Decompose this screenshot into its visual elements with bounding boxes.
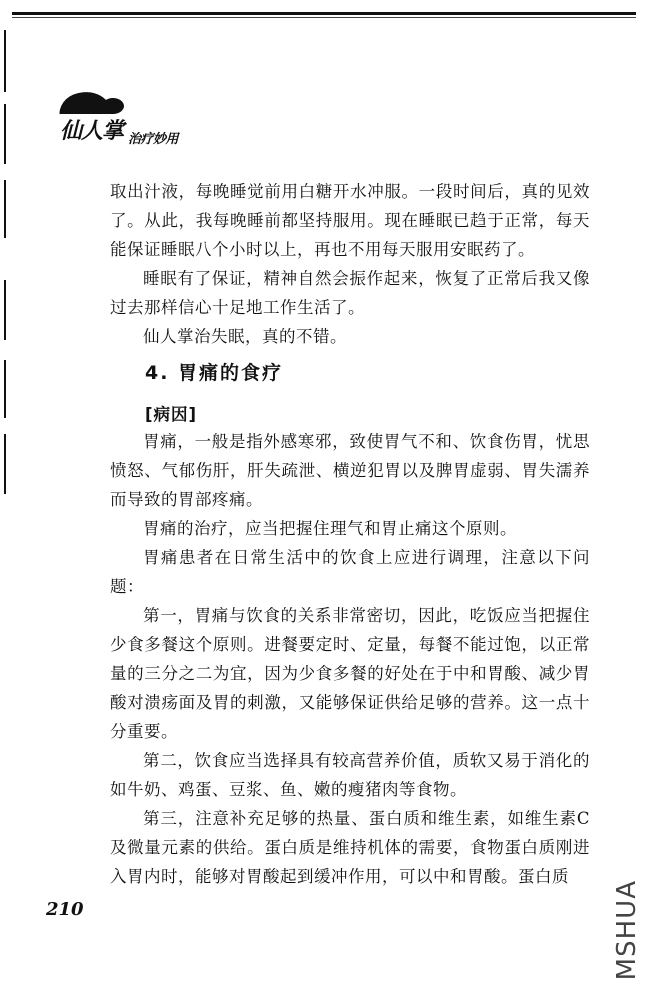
paragraph: 睡眠有了保证，精神自然会振作起来，恢复了正常后我又像过去那样信心十足地工作生活了。 <box>110 269 590 317</box>
margin-mark <box>4 434 6 494</box>
paragraph: 胃痛患者在日常生活中的饮食上应进行调理，注意以下问题： <box>110 548 590 596</box>
paragraph: 胃痛的治疗，应当把握住理气和胃止痛这个原则。 <box>143 519 517 538</box>
paragraph: 第二，饮食应当选择具有较高营养价值，质软又易于消化的如牛奶、鸡蛋、豆浆、鱼、嫩的瘦猪肉等食物。 <box>110 751 590 799</box>
text-block-top <box>110 177 590 351</box>
paragraph: 仙人掌治失眠，真的不错。 <box>143 327 347 346</box>
header-book-title: 仙人掌 <box>58 114 125 145</box>
margin-mark <box>4 360 6 418</box>
paragraph: 胃痛，一般是指外感寒邪，致使胃气不和、饮食伤胃，忧思愤怒、气郁伤肝，肝失疏泄、横逆犯胃以及脾胃虚弱、胃失濡养而导致的胃部疼痛。 <box>110 432 590 509</box>
watermark: MSHUA <box>612 880 642 981</box>
text-block-main <box>110 427 590 891</box>
page-number: 210 <box>46 899 84 920</box>
paragraph: 第一，胃痛与饮食的关系非常密切，因此，吃饭应当把握住少食多餐这个原则。进餐要定时、定量，每餐不能过饱，以正常量的三分之二为宜，因为少食多餐的好处在于中和胃酸、减少胃酸对溃疡面及胃的刺激，又能够保证供给足够的营养。这一点十分重要。 <box>110 606 590 741</box>
margin-mark <box>4 180 6 238</box>
top-rule <box>12 12 636 15</box>
paragraph: 第三，注意补充足够的热量、蛋白质和维生素，如维生素C及微量元素的供给。蛋白质是维持机体的需要，食物蛋白质刚进入胃内时，能够对胃酸起到缓冲作用，可以中和胃酸。蛋白质 <box>110 809 590 886</box>
subsection-title: [病因] <box>145 405 198 424</box>
ink-blot-icon <box>102 98 124 114</box>
header-book-subtitle: 治疗妙用 <box>128 132 179 147</box>
margin-mark <box>4 280 6 340</box>
running-header-logo <box>58 92 258 152</box>
margin-mark <box>4 104 6 164</box>
margin-mark <box>4 30 6 92</box>
paragraph: 取出汁液，每晚睡觉前用白糖开水冲服。一段时间后，真的见效了。从此，我每晚睡前都坚持服用。现在睡眠已趋于正常，每天能保证睡眠八个小时以上，再也不用每天服用安眠药了。 <box>110 182 590 259</box>
top-rule-thin <box>12 17 636 18</box>
section-title: 4. 胃痛的食疗 <box>145 362 284 384</box>
